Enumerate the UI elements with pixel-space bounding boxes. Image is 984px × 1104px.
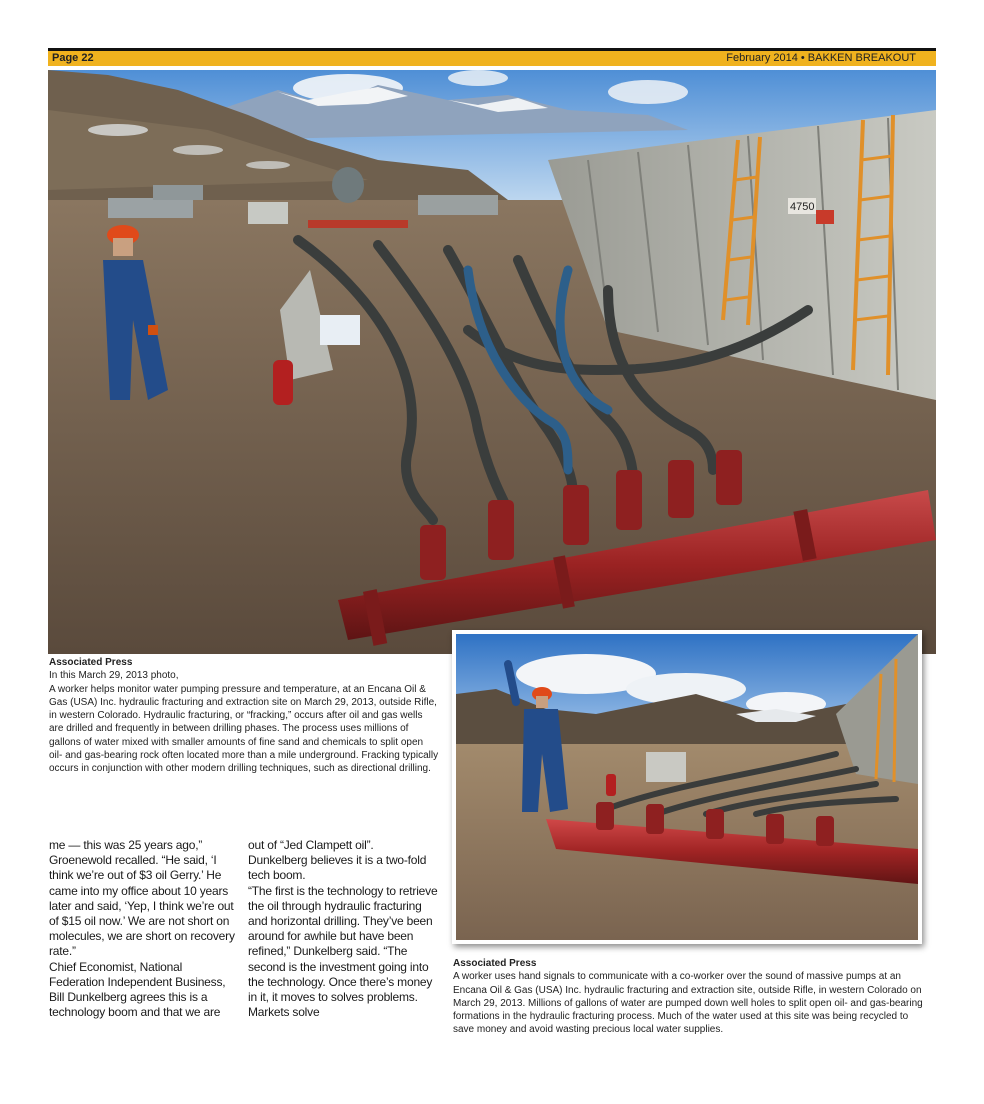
main-photo-caption (49, 656, 439, 776)
main-photo-credit: Associated Press (49, 657, 133, 668)
main-photo-date-line: In this March 29, 2013 photo, (49, 670, 179, 682)
page-header-bar (48, 48, 936, 66)
article-paragraph: Chief Economist, National Federation Independent Business, Bill Dunkelberg agrees this is a technology boom and that we are (49, 959, 226, 1020)
article-column-1 (49, 838, 239, 1020)
page-number: Page 22 (52, 52, 94, 64)
article-paragraph: out of “Jed Clampett oil”. (248, 838, 374, 852)
issue-title: February 2014 • BAKKEN BREAKOUT (726, 52, 916, 64)
main-photo-caption-text: A worker helps monitor water pumping pressure and temperature, at an Encana Oil & Gas (USA) Inc. hydraulic fracturing and extraction site on March 29, 2013, outside Rifle, in western Colorado. Hydraulic fracturing, or “fracking,” occurs after oil and gas wells are drilled and frequently in between drilling phases. The process uses millions of gallons of water mixed with smaller amounts of fine sand and chemicals to split open oil- and gas-bearing rock often located more than a mile underground. Fracking typically occurs in conjunction with other modern drilling techniques, such as directional drilling. (49, 683, 439, 775)
article-column-2 (248, 838, 438, 1020)
inset-photo-caption-text: A worker uses hand signals to communicate with a co-worker over the sound of massive pumps at an Encana Oil & Gas (USA) Inc. hydraulic fracturing and extraction site, outside Rifle, in western Colorado on March 29, 2013. Millions of gallons of water are pumped down well holes to split open oil- and gas-bearing formations in the hydraulic fracturing process. Much of the water used at this site was being recycled to save money and avoid wasting precious local water supplies. (453, 971, 923, 1036)
tank-label: 4750 (790, 201, 815, 213)
inset-photo-caption (453, 957, 923, 1037)
article-paragraph: “The first is the technology to retrieve the oil through hydraulic fracturing and horizontal drilling. They’ve been around for awhile but have been refined,” Dunkelberg said. “The second is the investment going into the technology. Once there’s money in it, it moves to solves problems. Markets solve (248, 883, 438, 1020)
article-paragraph: Dunkelberg believes it is a two-fold tech boom. (248, 853, 427, 883)
main-photo (48, 70, 936, 654)
inset-photo-credit: Associated Press (453, 958, 537, 969)
inset-photo (452, 630, 922, 944)
article-paragraph: me — this was 25 years ago,” Groenewold recalled. “He said, ‘I think we’re out of $3 oil Gerry.’ He came into my office about 10 years later and said, ‘Yep, I think we’re out of $15 oil now.’ We are not short on molecules, we are short on recovery rate.” (49, 838, 235, 959)
